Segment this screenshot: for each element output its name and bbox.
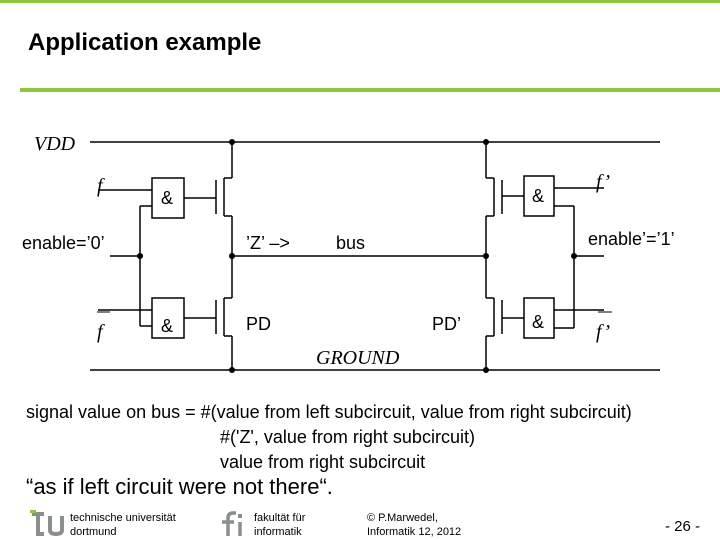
and-symbol-right-lower: & <box>532 312 545 332</box>
enable-right-label: enable’=’1’ <box>588 229 675 249</box>
fbar-right-label: f’ <box>596 321 611 343</box>
ground-label: GROUND <box>316 347 400 369</box>
faculty-line-1: fakultät für <box>254 512 306 524</box>
explanation-text <box>26 400 632 475</box>
enable-left-label: enable=’0’ <box>22 233 105 253</box>
university-name <box>70 511 176 539</box>
tu-logo-icon <box>30 510 66 538</box>
university-line-2: dortmund <box>70 526 117 538</box>
copyright-notice <box>367 511 461 539</box>
conclusion-quote: “as if left circuit were not there“. <box>26 474 333 499</box>
f-right-label: f’ <box>596 171 611 193</box>
and-symbol-left-upper: & <box>161 188 174 208</box>
pd-left-label: PD <box>246 314 272 334</box>
university-line-1: technische universität <box>70 512 176 524</box>
vdd-label: VDD <box>34 133 76 155</box>
z-arrow-label: ’Z’ –> <box>246 233 290 253</box>
copyright-line-2: Informatik 12, 2012 <box>367 526 462 538</box>
copyright-line-1: © P.Marwedel, <box>367 512 438 524</box>
f-left-label: f <box>97 175 103 197</box>
pd-right-label: PD’ <box>432 314 462 334</box>
bus-label: bus <box>336 233 366 253</box>
and-symbol-right-upper: & <box>532 186 545 206</box>
signal-equation-line-2: #('Z', value from right subcircuit) <box>220 427 475 447</box>
signal-equation-line-3: value from right subcircuit <box>220 452 426 472</box>
fbar-left-label: f <box>97 321 103 343</box>
signal-equation-line-1: signal value on bus = #(value from left subcircuit, value from right subcircuit) <box>26 402 632 422</box>
faculty-name <box>254 511 305 539</box>
fi-logo-icon <box>216 510 246 538</box>
faculty-line-2: informatik <box>254 526 302 538</box>
page-number: - 26 - <box>664 518 700 535</box>
and-symbol-left-lower: & <box>161 316 174 336</box>
slide-title: Application example <box>28 29 262 56</box>
